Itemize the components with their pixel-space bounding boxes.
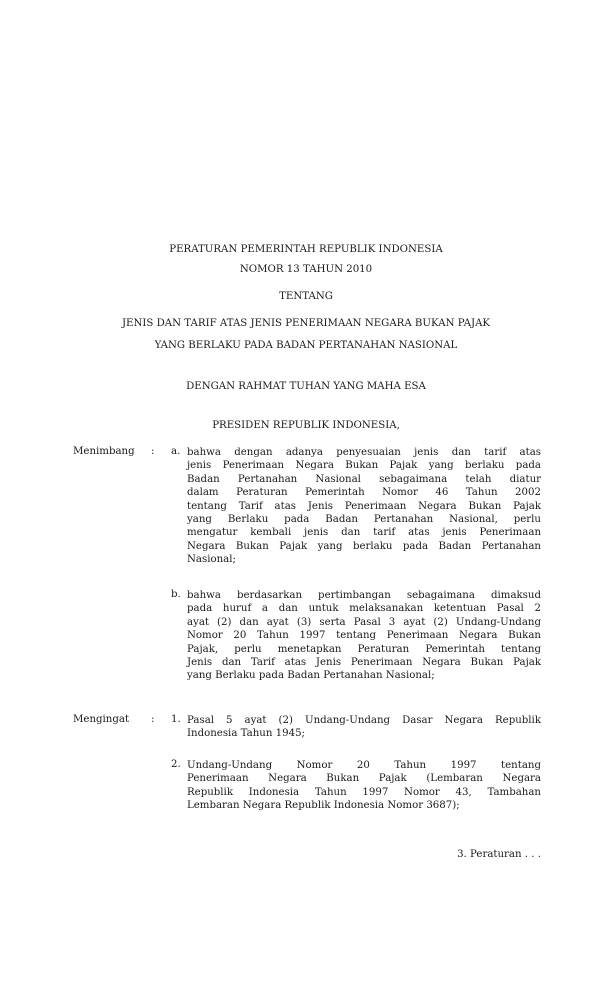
item-marker-2: 2. [171,759,181,770]
menimbang-colon: : [151,446,155,457]
text-line: bahwa dengan adanya penyesuaian jenis dan tarif atas [187,447,541,458]
text-line: tentang Tarif atas Jenis Penerimaan Negara Bukan Pajak [187,500,541,512]
text-line: dalam Peraturan Pemerintah Nomor 46 Tahun 2002 [187,487,541,499]
menimbang-label: Menimbang [73,446,135,457]
text-line: Undang-Undang Nomor 20 Tahun 1997 tentang [187,760,541,771]
text-line: mengatur kembali jenis dan tarif atas jenis Penerimaan [187,527,541,539]
item-marker-1: 1. [171,714,181,725]
issuer: PRESIDEN REPUBLIK INDONESIA, [212,420,400,431]
invocation: DENGAN RAHMAT TUHAN YANG MAHA ESA [186,381,426,392]
text-line: Republik Indonesia Tahun 1997 Nomor 43, Tambahan [187,786,541,798]
text-line: Negara Bukan Pajak yang berlaku pada Badan Pertanahan [187,540,541,552]
subject-line-2: YANG BERLAKU PADA BADAN PERTANAHAN NASIONAL [154,340,458,351]
item-marker-b: b. [171,589,181,600]
mengingat-item-2 [187,759,541,813]
menimbang-item-a [187,446,541,567]
text-line: Badan Pertanahan Nasional sebagaimana telah diatur [187,473,541,485]
text-line: pada huruf a dan untuk melaksanakan ketentuan Pasal 2 [187,603,541,615]
text-line: Jenis dan Tarif atas Jenis Penerimaan Negara Bukan Pajak [187,656,541,668]
text-line: Penerimaan Negara Bukan Pajak (Lembaran Negara [187,773,541,785]
regulation-title: PERATURAN PEMERINTAH REPUBLIK INDONESIA [169,244,443,255]
text-line: bahwa berdasarkan pertimbangan sebagaimana dimaksud [187,590,541,601]
text-line: Pajak, perlu menetapkan Peraturan Pemerintah tentang [187,643,541,655]
text-line: Indonesia Tahun 1945; [187,728,305,740]
text-line: Pasal 5 ayat (2) Undang-Undang Dasar Negara Republik [187,715,541,726]
page-continuation: 3. Peraturan . . . [457,849,541,860]
text-line: ayat (2) dan ayat (3) serta Pasal 3 ayat (2) Undang-Undang [187,616,541,628]
text-line: jenis Penerimaan Negara Bukan Pajak yang berlaku pada [187,460,541,472]
regulation-number: NOMOR 13 TAHUN 2010 [239,264,373,275]
subject-line-1: JENIS DAN TARIF ATAS JENIS PENERIMAAN NEGARA BUKAN PAJAK [121,318,491,329]
text-line: Lembaran Negara Republik Indonesia Nomor 3687); [187,800,460,812]
item-marker-a: a. [171,446,181,457]
text-line: Nasional; [187,554,236,566]
mengingat-colon: : [151,714,155,725]
text-line: Nomor 20 Tahun 1997 tentang Penerimaan Negara Bukan [187,630,541,642]
menimbang-item-b [187,589,541,683]
mengingat-item-1 [187,714,541,741]
text-line: yang Berlaku pada Badan Pertanahan Nasional; [187,670,435,682]
about-heading: TENTANG [279,291,333,302]
mengingat-label: Mengingat [73,714,130,725]
text-line: yang Berlaku pada Badan Pertanahan Nasional, perlu [187,513,541,525]
